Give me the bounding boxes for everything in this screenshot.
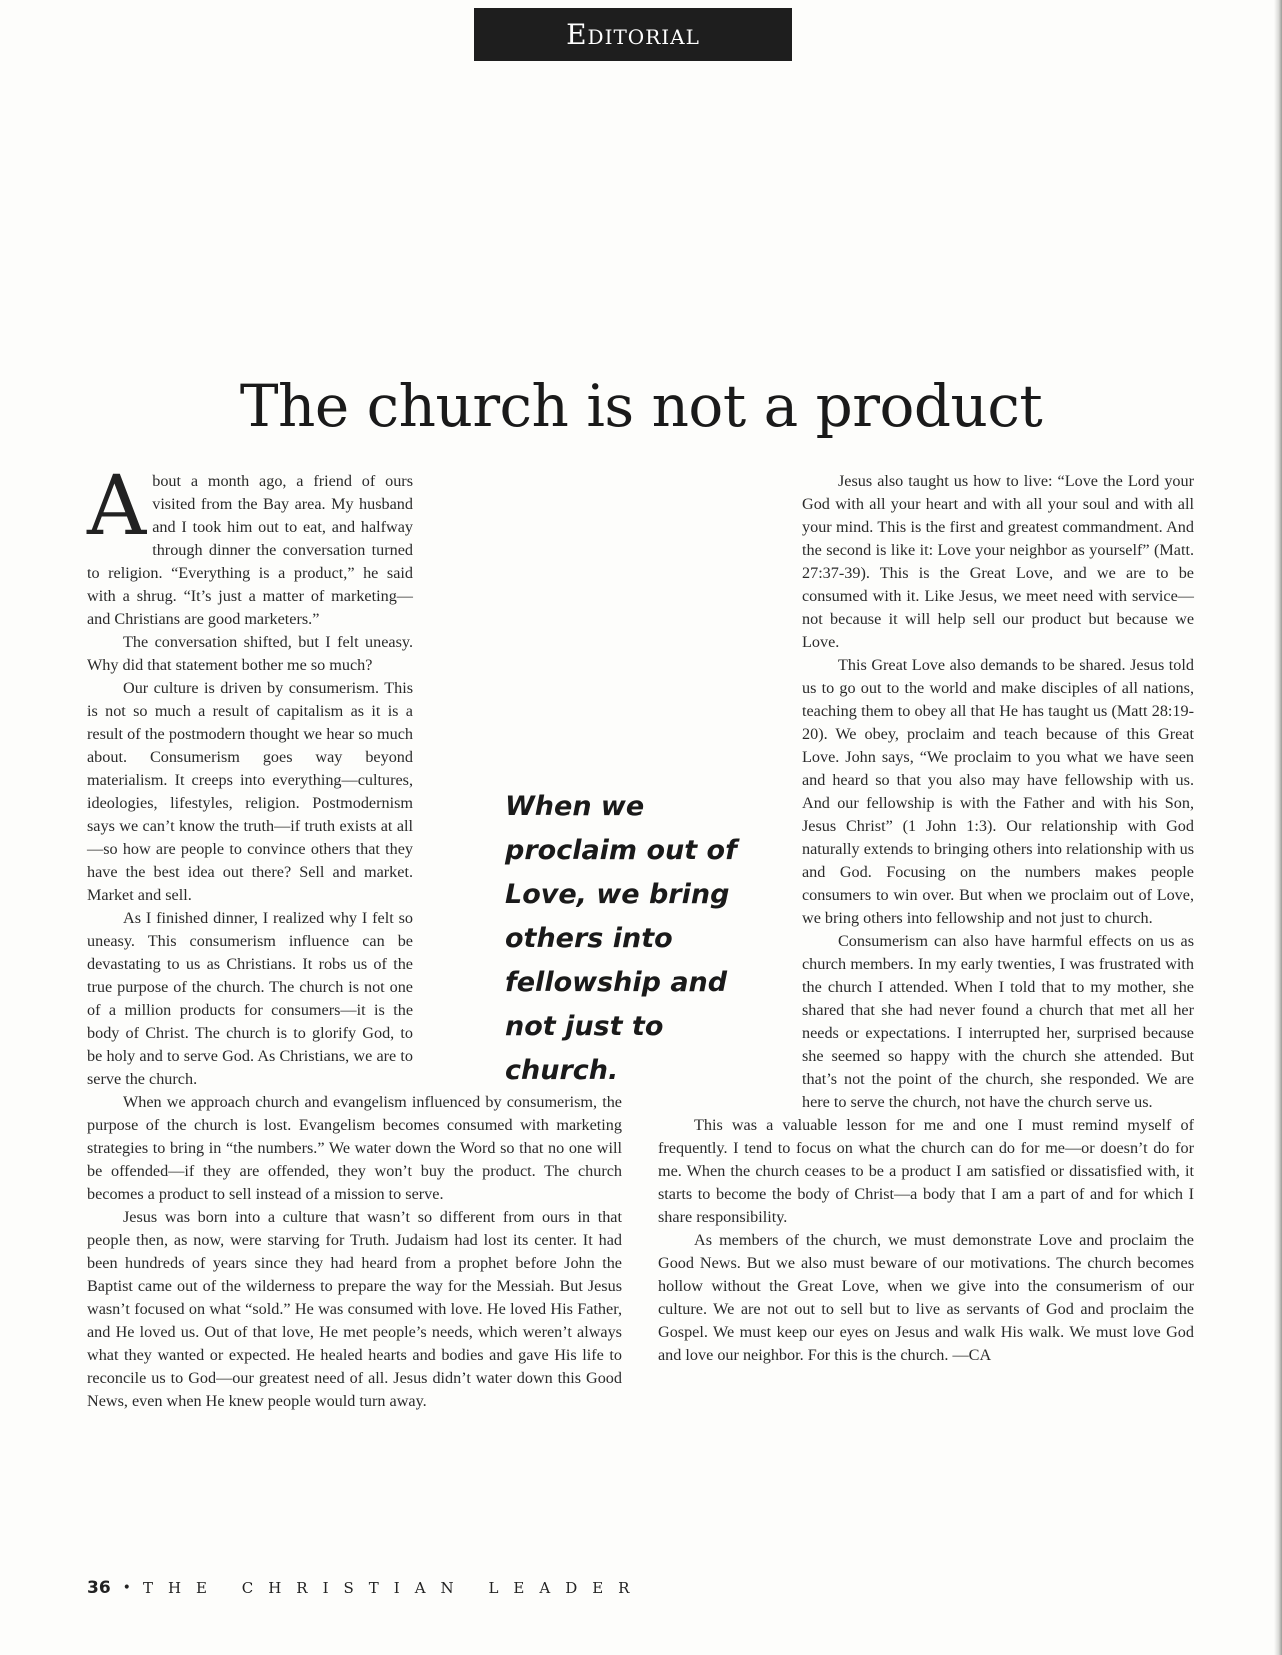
page-footer [87,1578,644,1598]
article-title: The church is not a product [239,372,1043,440]
paragraph: Our culture is driven by consumerism. This is not so much a result of capitalism as it is a result of the postmodern thought we hear so much about. Consumerism goes way beyond materialism. It creeps into everything—cultures, ideologies, lifestyles, religion. Postmodernism says we can’t know the truth—if truth exists at all—so how are people to convince others that they have the best idea out there? Sell and market. Market and sell. [87,679,413,904]
page-number: 36 [87,1578,111,1598]
footer-separator: • [122,1580,131,1596]
paragraph: The conversation shifted, but I felt uneasy. Why did that statement bother me so much? [87,633,413,674]
pull-quote: When we proclaim out of Love, we bring others into fellowship and not just to church. [505,791,737,1086]
paragraph: When we approach church and evangelism influenced by consumerism, the purpose of the church is lost. Evangelism becomes consumed with marketing strategies to bring in “the numbers.” We water down the Word so that no one will be offended—if they are offended, they won’t buy the product. The church becomes a product to sell instead of a mission to serve. [87,1093,622,1203]
paragraph: Jesus also taught us how to live: “Love the Lord your God with all your heart and with all your soul and with all your mind. This is the first and greatest commandment. And the second is like it: Love your neighbor as yourself” (Matt. 27:37-39). This is the Great Love, and we are to be consumed with it. Like Jesus, we meet need with service—not because it will help sell our product but because we Love. [802,472,1194,651]
publication-name: THE CHRISTIAN LEADER [142,1579,645,1597]
paragraph: As members of the church, we must demonstrate Love and proclaim the Good News. But we also must beware of our motivations. The church becomes hollow without the Great Love, when we give into the consumerism of our culture. We are not out to sell but to live as servants of God and proclaim the Gospel. We must keep our eyes on Jesus and walk His walk. We must love God and love our neighbor. For this is the church. —CA [658,1231,1194,1364]
pull-quote-gap [658,768,672,1100]
right-column [658,470,1194,1367]
paragraph: About a month ago, a friend of ours visited from the Bay area. My husband and I took him out to eat, and halfway through dinner the conversation turned to religion. “Everything is a product,” he said with a shrug. “It’s just a matter of marketing—and Christians are good marketers.” [87,459,413,628]
paragraph: As I finished dinner, I realized why I felt so uneasy. This consumerism influence can be devastating to us as Christians. It robs us of the true purpose of the church. The church is not one of a million products for consumers—it is the body of Christ. The church is to glorify God, to be holy and to serve God. As Christians, we are to serve the church. [87,909,413,1088]
section-label: Editorial [474,8,792,61]
paragraph: This was a valuable lesson for me and one I must remind myself of frequently. I tend to focus on what the church can do for me—or doesn’t do for me. When the church ceases to be a product I am satisfied or dissatisfied with, it starts to become the body of Christ—a body that I am a part of and for which I share responsibility. [658,1116,1194,1226]
paragraph: Jesus was born into a culture that wasn’t so different from ours in that people then, as now, were starving for Truth. Judaism had lost its center. It had been hundreds of years since they had heard from a prophet before John the Baptist came out of the wilderness to prepare the way for the Messiah. But Jesus wasn’t focused on what “sold.” He was consumed with love. He loved His Father, and He loved us. Out of that love, He met people’s needs, which weren’t always what they wanted or expected. He healed hearts and bodies and gave His life to reconcile us to God—our greatest need of all. Jesus didn’t water down this Good News, even when He knew people would turn away. [87,1208,622,1410]
page-spine-shadow [1274,0,1282,1655]
paragraph: Consumerism can also have harmful effects on us as church members. In my early twenties, I was frustrated with the church I attended. When I told that to my mother, she shared that she had never found a church that met all her needs or expectations. I interrupted her, surprised because she seemed so happy with the church she attended. But that’s not the point of the church, she responded. We are here to serve the church, not have the church serve us. [802,932,1194,1111]
paragraph: This Great Love also demands to be shared. Jesus told us to go out to the world and make disciples of all nations, teaching them to obey all that He has taught us (Matt 28:19-20). We obey, proclaim and teach because of this Great Love. John says, “We proclaim to you what we have seen and heard so that you also may have fellowship with us. And our fellowship is with the Father and with his Son, Jesus Christ” (1 John 1:3). Our relationship with God naturally extends to bringing others into relationship with us and God. Focusing on the numbers makes people consumers to win over. But when we proclaim out of Love, we bring others into fellowship and not just to church. [802,656,1194,927]
drop-cap: A [87,459,147,554]
